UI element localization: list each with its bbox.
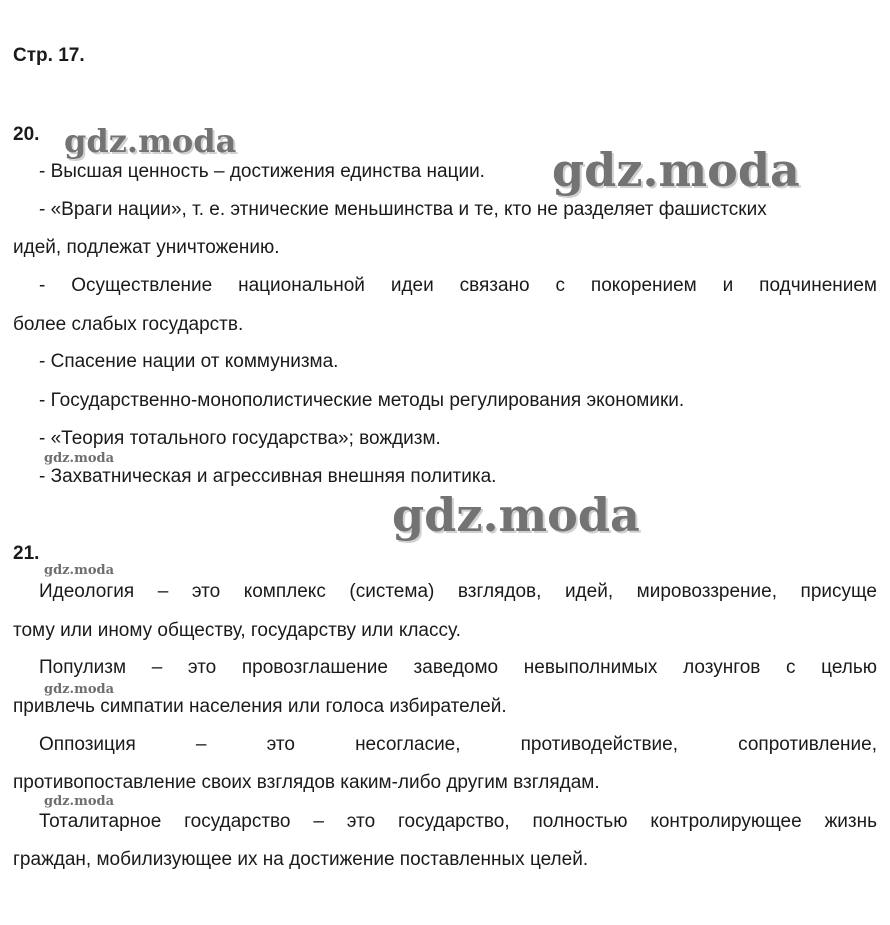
watermark-logo <box>44 451 114 466</box>
text-line: - Спасение нации от коммунизма. <box>39 351 339 372</box>
text-line: Тоталитарное государство – это государство, полностью контролирующее жизнь <box>39 811 877 832</box>
text-line: привлечь симпатии населения или голоса избирателей. <box>13 696 507 717</box>
watermark-text: gdz.moda <box>64 122 237 160</box>
text-line: - «Теория тотального государства»; вождизм. <box>39 428 441 449</box>
watermark-text: gdz.moda <box>44 451 115 466</box>
text-line: идей, подлежат уничтожению. <box>13 237 280 258</box>
text-line: тому или иному обществу, государству или классу. <box>13 620 461 641</box>
text-line: граждан, мобилизующее их на достижение поставленных целей. <box>13 849 589 870</box>
page-title: Стр. 17. <box>13 45 85 66</box>
watermark-text: gdz.moda <box>392 488 640 542</box>
watermark-logo <box>44 682 114 697</box>
text-line: Оппозиция – это несогласие, противодействие, сопротивление, <box>39 734 877 755</box>
text-line: - Высшая ценность – достижения единства нации. <box>39 161 485 182</box>
text-line: противопоставление своих взглядов каким-либо другим взглядам. <box>13 772 600 793</box>
text-line: - Захватническая и агрессивная внешняя политика. <box>39 466 497 487</box>
text-line: Идеология – это комплекс (система) взглядов, идей, мировоззрение, присуще <box>39 581 877 602</box>
text-line: - «Враги нации», т. е. этнические меньшинства и те, кто не разделяет фашистских <box>39 199 767 220</box>
watermark-text: gdz.moda <box>44 682 115 697</box>
watermark-logo <box>392 488 640 542</box>
text-line: - Осуществление национальной идеи связано с покорением и подчинением <box>39 275 877 296</box>
watermark-logo <box>44 563 114 578</box>
section-number-20: 20. <box>13 124 40 145</box>
text-line: Популизм – это провозглашение заведомо невыполнимых лозунгов с целью <box>39 657 877 678</box>
watermark-logo <box>44 794 114 809</box>
section-number-21: 21. <box>13 543 40 564</box>
watermark-text: gdz.moda <box>44 794 115 809</box>
watermark-logo <box>64 122 236 160</box>
watermark-text: gdz.moda <box>44 563 115 578</box>
watermark-text: gdz.moda <box>552 143 800 197</box>
text-line: - Государственно-монополистические методы регулирования экономики. <box>39 390 685 411</box>
watermark-logo <box>552 143 800 197</box>
text-line: более слабых государств. <box>13 314 244 335</box>
